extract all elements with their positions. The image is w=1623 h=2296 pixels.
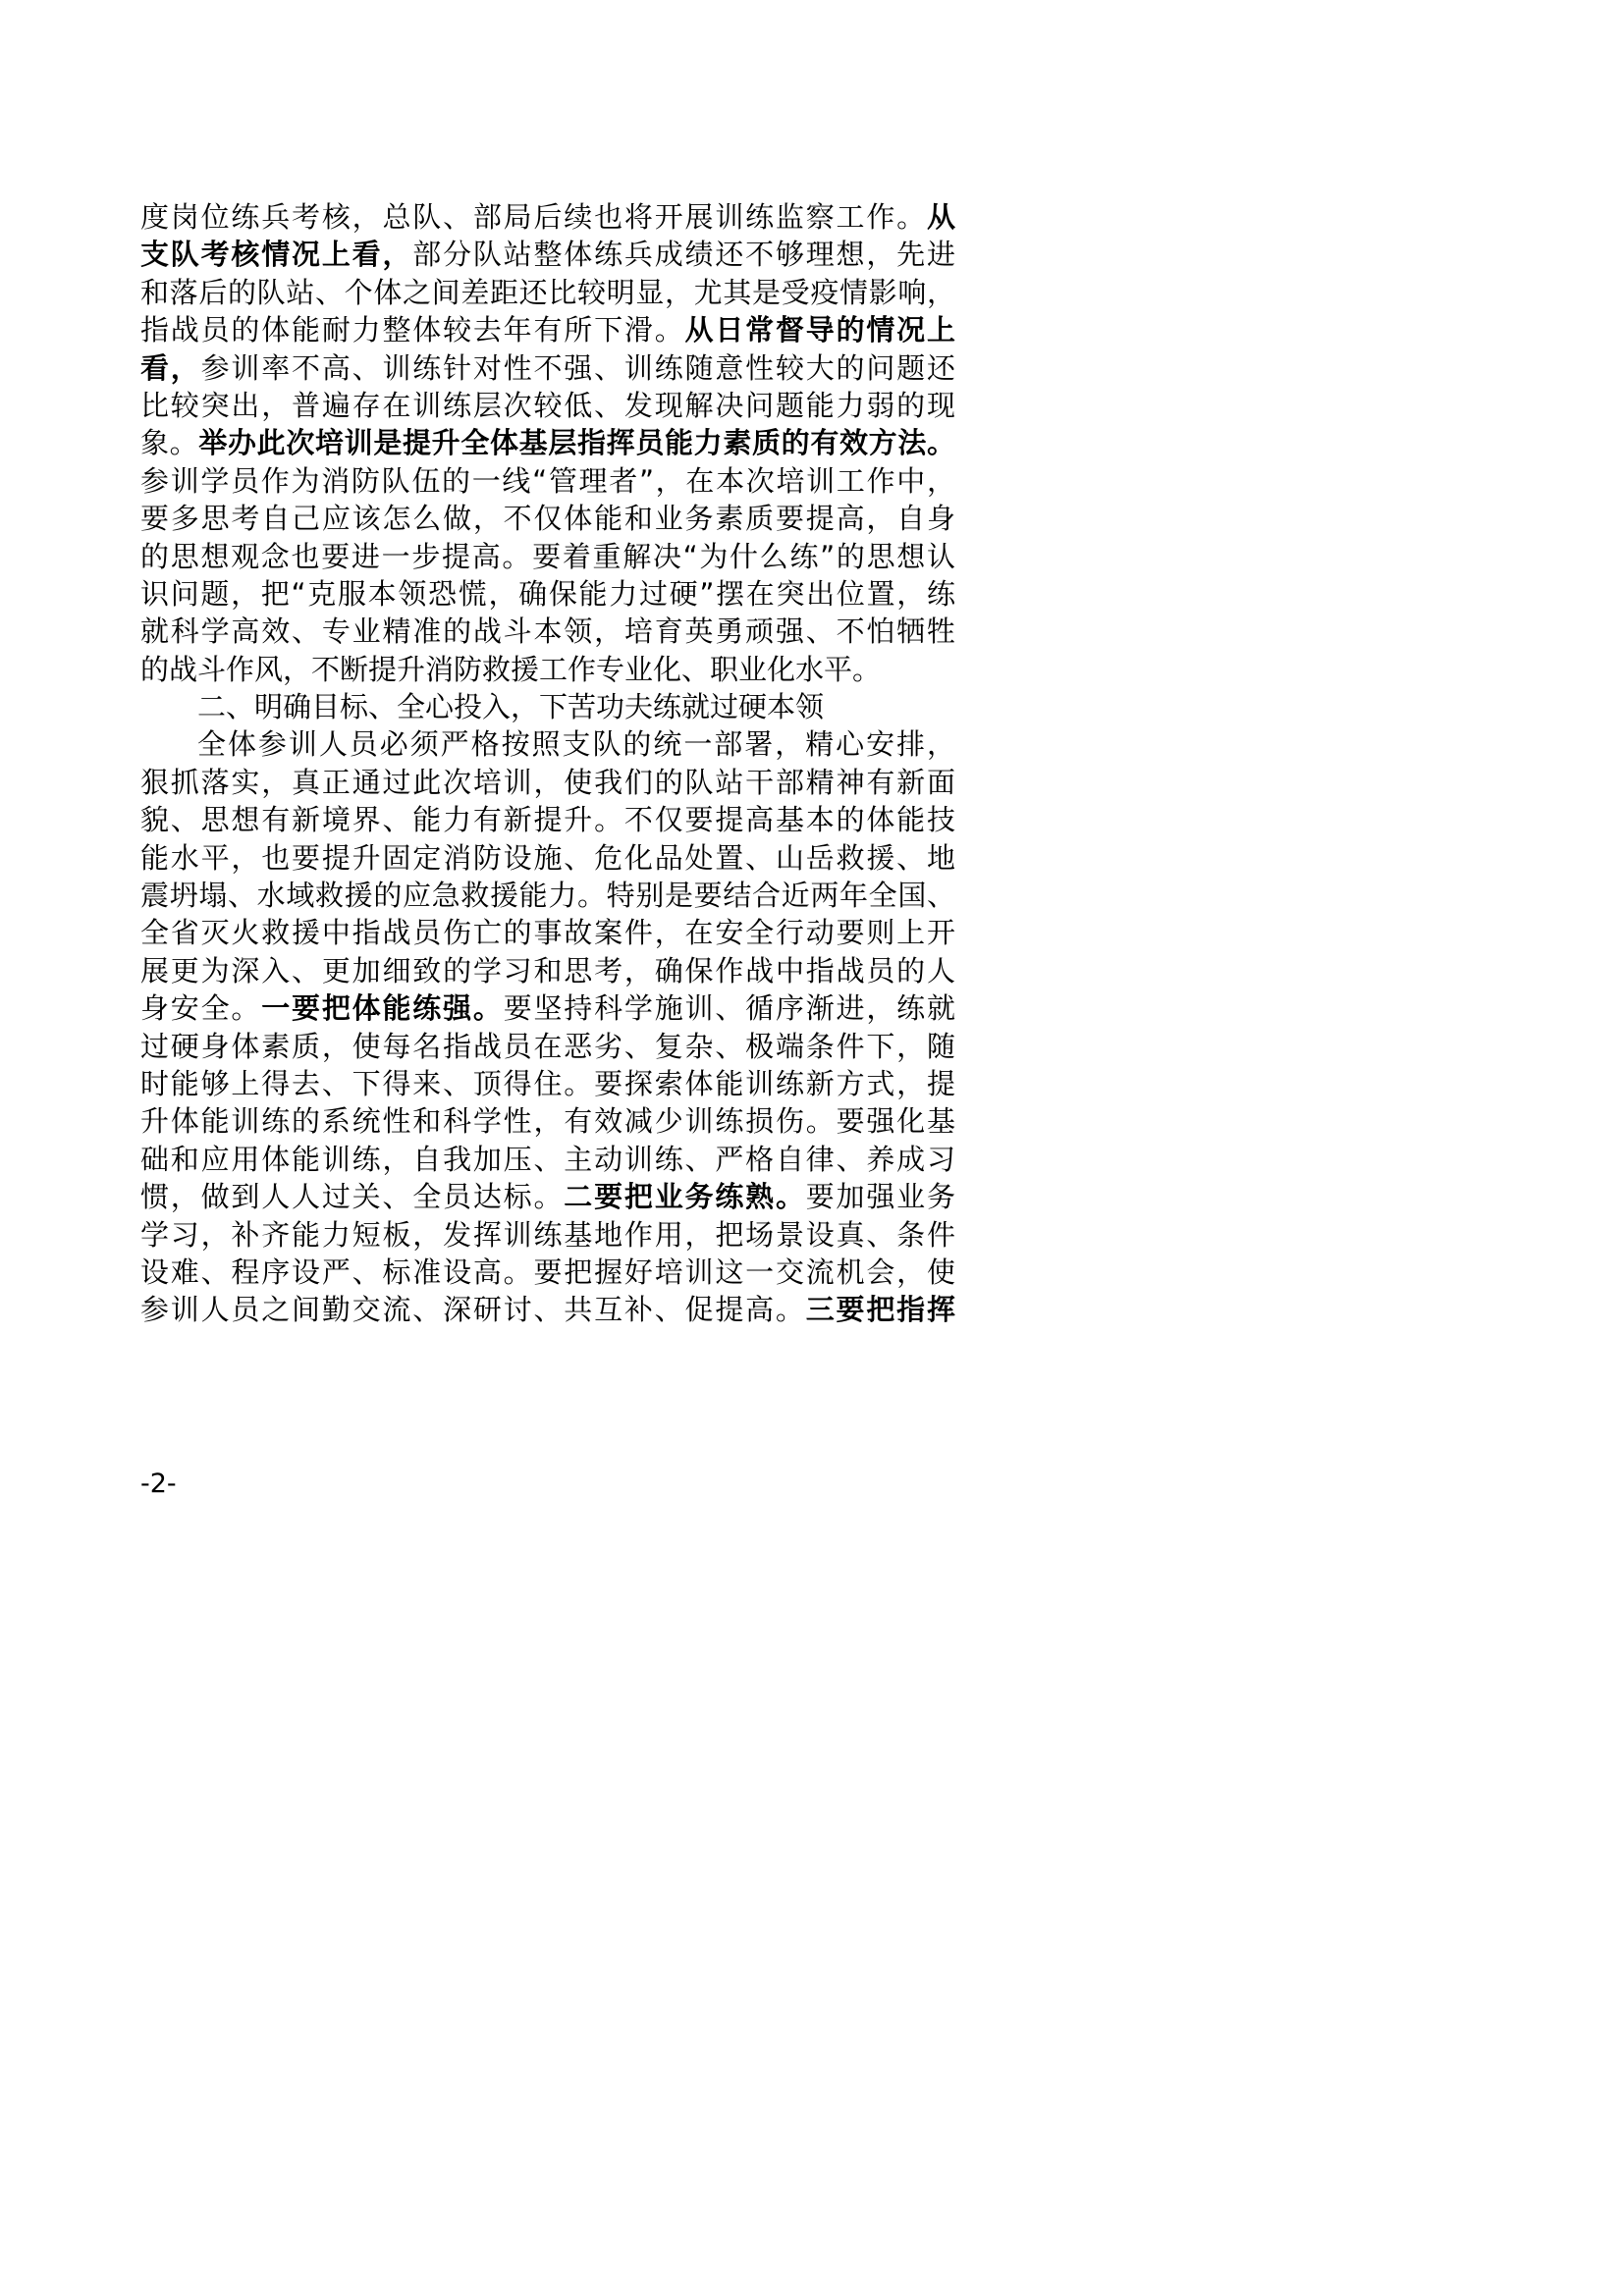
text-line <box>140 462 955 500</box>
bold-text-run: 二要把业务练熟。 <box>564 1180 806 1214</box>
document-page <box>0 0 1082 1530</box>
text-line <box>140 1291 955 1328</box>
text-run: 惯，做到人人过关、全员达标。 <box>140 1180 565 1214</box>
text-line <box>140 839 955 877</box>
text-line <box>140 725 955 763</box>
text-line <box>140 1141 955 1178</box>
text-run: 的思想观念也要进一步提高。要着重解决“为什么练”的思想认 <box>140 539 955 573</box>
text-run: 就科学高效、专业精准的战斗本领，培育英勇顽强、不怕牺牲 <box>140 614 955 649</box>
text-run: 升体能训练的系统性和科学性，有效减少训练损伤。要强化基 <box>140 1104 955 1139</box>
text-line <box>140 688 955 725</box>
bold-text-run: 三要把指挥 <box>805 1293 955 1327</box>
text-run: 比较突出，普遍存在训练层次较低、发现解决问题能力弱的现 <box>140 388 955 422</box>
text-run: 参训人员之间勤交流、深研讨、共互补、促提高。 <box>140 1293 806 1327</box>
text-run: 展更为深入、更加细致的学习和思考，确保作战中指战员的人 <box>140 953 955 988</box>
text-run: 设难、程序设严、标准设高。要把握好培训这一交流机会，使 <box>140 1255 955 1289</box>
text-run: 参训学员作为消防队伍的一线“管理者”，在本次培训工作中， <box>140 463 955 498</box>
text-line <box>140 952 955 989</box>
text-run: 能水平，也要提升固定消防设施、危化品处置、山岳救援、地 <box>140 840 955 875</box>
text-line <box>140 236 955 273</box>
text-run: 全省灭火救援中指战员伤亡的事故案件，在安全行动要则上开 <box>140 916 955 950</box>
text-run: 参训率不高、训练针对性不强、训练随意性较大的问题还 <box>200 350 955 385</box>
text-run: 狠抓落实，真正通过此次培训，使我们的队站干部精神有新面 <box>140 765 955 799</box>
text-run: 和落后的队站、个体之间差距还比较明显，尤其是受疫情影响， <box>140 275 955 309</box>
text-line <box>140 387 955 424</box>
text-run: 部分队站整体练兵成绩还不够理想，先进 <box>412 238 955 272</box>
bold-text-run: 从 <box>926 200 955 234</box>
text-line <box>140 575 955 613</box>
text-run: 指战员的体能耐力整体较去年有所下滑。 <box>140 313 685 347</box>
text-line <box>140 613 955 650</box>
text-run: 过硬身体素质，使每名指战员在恶劣、复杂、极端条件下，随 <box>140 1029 955 1063</box>
text-line <box>140 877 955 914</box>
text-run: 度岗位练兵考核，总队、部局后续也将开展训练监察工作。 <box>140 200 927 234</box>
text-line <box>140 914 955 951</box>
bold-text-run: 支队考核情况上看， <box>140 238 413 272</box>
text-line <box>140 801 955 838</box>
text-run: 学习，补齐能力短板，发挥训练基地作用，把场景设真、条件 <box>140 1217 955 1252</box>
text-run: 二、明确目标、全心投入，下苦功夫练就过硬本领 <box>197 690 825 724</box>
bold-text-run: 从日常督导的情况上 <box>684 313 955 347</box>
bold-text-run: 一要把体能练强。 <box>261 991 504 1026</box>
bold-text-run: 举办此次培训是提升全体基层指挥员能力素质的有效方法。 <box>198 426 955 460</box>
page-number: -2- <box>140 1468 177 1499</box>
text-line <box>140 1102 955 1140</box>
text-line <box>140 311 955 348</box>
text-run: 震坍塌、水域救援的应急救援能力。特别是要结合近两年全国、 <box>140 879 955 913</box>
text-run: 貌、思想有新境界、能力有新提升。不仅要提高基本的体能技 <box>140 803 955 837</box>
text-run: 要多思考自己应该怎么做，不仅体能和业务素质要提高，自身 <box>140 502 955 536</box>
text-line <box>140 1216 955 1254</box>
text-line <box>140 1065 955 1102</box>
text-line <box>140 1178 955 1215</box>
text-line <box>140 349 955 387</box>
body-text <box>140 198 955 1329</box>
text-line <box>140 274 955 311</box>
text-run: 象。 <box>140 426 199 460</box>
text-line <box>140 424 955 461</box>
text-run: 身安全。 <box>140 991 262 1026</box>
text-run: 时能够上得去、下得来、顶得住。要探索体能训练新方式，提 <box>140 1066 955 1100</box>
text-run: 要加强业务 <box>805 1180 955 1214</box>
text-run: 全体参训人员必须严格按照支队的统一部署，精心安排， <box>197 727 955 762</box>
text-line <box>140 989 955 1027</box>
text-run: 要坚持科学施训、循序渐进，练就 <box>503 991 955 1026</box>
text-line <box>140 764 955 801</box>
text-run: 础和应用体能训练，自我加压、主动训练、严格自律、养成习 <box>140 1142 955 1176</box>
text-line <box>140 1254 955 1291</box>
text-line <box>140 1028 955 1065</box>
text-line <box>140 651 955 688</box>
text-line <box>140 538 955 575</box>
text-run: 识问题，把“克服本领恐慌，确保能力过硬”摆在突出位置，练 <box>140 576 955 611</box>
text-line <box>140 500 955 537</box>
text-run: 的战斗作风，不断提升消防救援工作专业化、职业化水平。 <box>140 652 882 686</box>
text-line <box>140 198 955 236</box>
bold-text-run: 看， <box>140 350 201 385</box>
